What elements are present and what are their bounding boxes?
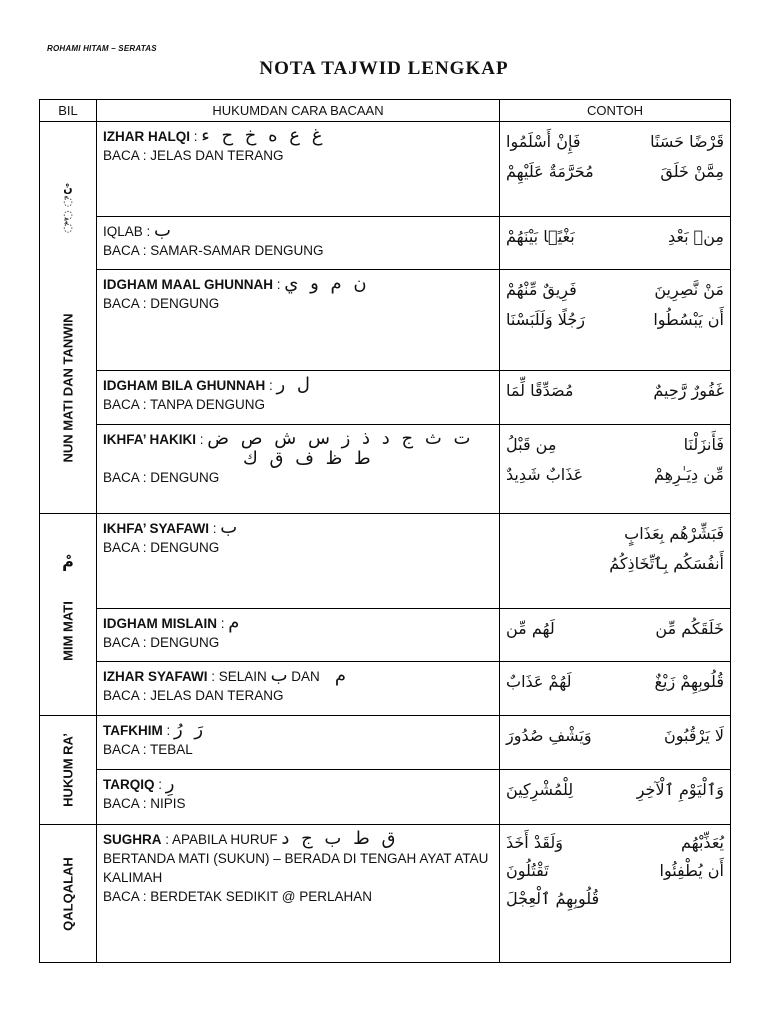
- sep: :: [162, 723, 175, 738]
- group-mim-mati: [40, 514, 97, 716]
- header-hukum: HUKUMDAN CARA BACAAN: [97, 100, 500, 122]
- hukum-cell: [97, 514, 500, 609]
- arabic-letters: ب: [270, 665, 288, 686]
- hukum-cell: [97, 825, 500, 963]
- example: لَهُمْ عَذَابٌ: [506, 672, 572, 691]
- example: فَرِيقٌ مِّنْهُمْ: [506, 280, 577, 299]
- arabic-letters: م: [228, 612, 240, 633]
- sep: :: [273, 277, 285, 292]
- arabic-letters: رَ رُ: [174, 719, 204, 740]
- arabic-letters: ق ط ب ج د: [281, 828, 396, 849]
- header-contoh: CONTOH: [500, 100, 731, 122]
- arabic-letters: ل ر: [276, 374, 311, 395]
- sep: :: [190, 129, 202, 144]
- plain-text: APABILA HURUF: [172, 832, 278, 847]
- plain-text: SELAIN: [218, 669, 267, 684]
- hukum-name: SUGHRA: [103, 832, 162, 847]
- contoh-cell: [500, 371, 731, 425]
- example: أَن يَبْسُطُوا: [653, 310, 724, 329]
- author-note: ROHAMI HITAM – SERATAS: [47, 44, 157, 53]
- example: قُلُوبِهِمُ ٱلْعِجْلَ: [506, 889, 600, 908]
- table-row: [40, 662, 731, 716]
- hukum-name: IDGHAM BILA GHUNNAH: [103, 378, 266, 393]
- example: فَإِنْ أَسْلَمُوا: [506, 132, 581, 151]
- arabic-letters: رِ: [165, 773, 175, 794]
- hukum-name: IQLAB: [103, 224, 143, 239]
- group-qalqalah: [40, 825, 97, 963]
- contoh-cell: [500, 716, 731, 770]
- example: فَأَنزَلْنَا: [683, 435, 724, 454]
- hukum-cell: [97, 425, 500, 514]
- group-symbol: مْ: [62, 552, 74, 571]
- arabic-letters: غ ع ه خ ح ء: [201, 125, 323, 146]
- hukum-name: IDGHAM MAAL GHUNNAH: [103, 277, 273, 292]
- table-row: [40, 514, 731, 609]
- group-label: NUN MATI DAN TANWIN: [60, 313, 76, 463]
- table-row: [40, 371, 731, 425]
- contoh-cell: [500, 609, 731, 662]
- example: وَٱلْيَوْمِ ٱلْآخِرِ: [636, 780, 724, 799]
- group-symbol: نْ ◌ً ◌ٍ ◌ٌ: [63, 182, 73, 234]
- arabic-letters: ب: [220, 517, 238, 538]
- example: لِلْمُشْرِكِينَ: [506, 780, 574, 799]
- baca-text: BACA : TEBAL: [103, 742, 193, 757]
- contoh-cell: [500, 825, 731, 963]
- contoh-cell: [500, 122, 731, 217]
- sep: :: [217, 616, 229, 631]
- arabic-letters: ب: [154, 220, 171, 241]
- sep: :: [265, 378, 277, 393]
- baca-text: BACA : TANPA DENGUNG: [103, 397, 266, 412]
- arabic-letters-line2: ط ظ ف ق ك: [243, 448, 371, 469]
- example: يُعَذِّبْهُم: [680, 833, 724, 852]
- baca-text: BACA : JELAS DAN TERANG: [103, 688, 284, 703]
- arabic-letters: ن م و ي: [284, 273, 367, 294]
- hukum-cell: [97, 662, 500, 716]
- example: مَنْ نَّصِرِينَ: [654, 280, 724, 299]
- example: مِّن دِيَـٰرِهِمْ: [653, 465, 724, 484]
- arabic-letters: م: [334, 665, 346, 686]
- hukum-name: IKHFA’ SYAFAWI: [103, 521, 210, 536]
- baca-text: BACA : NIPIS: [103, 796, 186, 811]
- contoh-cell: [500, 270, 731, 371]
- desc-text: BERTANDA MATI (SUKUN) – BERADA DI TENGAH AYAT ATAU KALIMAH: [103, 851, 489, 885]
- baca-text: BACA : DENGUNG: [103, 296, 220, 311]
- hukum-name: TAFKHIM: [103, 723, 163, 738]
- hukum-cell: [97, 609, 500, 662]
- group-label: HUKUM RA’: [60, 733, 76, 807]
- example: أَن يُطْفِئُوا: [659, 861, 724, 880]
- example: مِنۢ بَعْدِ: [667, 227, 724, 246]
- baca-text: BACA : DENGUNG: [103, 540, 220, 555]
- example: مِمَّنْ خَلَقَ: [660, 162, 724, 181]
- sep: :: [154, 777, 166, 792]
- example: قَرْضًا حَسَنًا: [650, 132, 724, 151]
- contoh-cell: [500, 217, 731, 270]
- hukum-cell: [97, 371, 500, 425]
- contoh-cell: [500, 662, 731, 716]
- table-row: [40, 425, 731, 514]
- hukum-name: IZHAR HALQI: [103, 129, 190, 144]
- table-row: [40, 122, 731, 217]
- hukum-cell: [97, 122, 500, 217]
- plain-text: DAN: [291, 669, 320, 684]
- hukum-name: IKHFA’ HAKIKI: [103, 432, 197, 447]
- hukum-cell: [97, 770, 500, 825]
- table-row: [40, 716, 731, 770]
- table-row: [40, 609, 731, 662]
- example: وَلَقَدْ أَخَذَ: [506, 833, 563, 852]
- example: غَفُورٌ رَّحِيمٌ: [653, 381, 724, 400]
- example: خَلَقَكُم مِّن: [655, 619, 724, 638]
- sep: :: [161, 832, 173, 847]
- baca-text: BACA : SAMAR-SAMAR DENGUNG: [103, 243, 324, 258]
- example: لَهُم مِّن: [506, 619, 555, 638]
- example: بَغْيًۢا بَيْنَهُمْ: [506, 227, 575, 246]
- table-row: [40, 770, 731, 825]
- example: فَبَشِّرْهُم بِعَذَابٍ: [624, 524, 724, 543]
- example: عَذَابٌ شَدِيدٌ: [506, 465, 584, 484]
- example: رَجُلًا وَلَلَبَسْنَا: [506, 310, 585, 329]
- example: مُصَدِّقًا لِّمَا: [506, 381, 574, 400]
- group-label: QALQALAH: [60, 856, 76, 931]
- example: مِن قَبْلُ: [506, 435, 557, 454]
- group-nun-mati: [40, 122, 97, 514]
- sep: :: [142, 224, 155, 239]
- baca-text: BACA : BERDETAK SEDIKIT @ PERLAHAN: [103, 889, 373, 904]
- contoh-cell: [500, 770, 731, 825]
- example: قُلُوبِهِمْ زَيْغٌ: [654, 672, 724, 691]
- baca-text: BACA : JELAS DAN TERANG: [103, 148, 284, 163]
- hukum-name: IDGHAM MISLAIN: [103, 616, 217, 631]
- contoh-cell: [500, 425, 731, 514]
- example: وَيَشْفِ صُدُورَ: [506, 726, 592, 745]
- table-row: [40, 270, 731, 371]
- sep: :: [209, 521, 221, 536]
- hukum-name: TARQIQ: [103, 777, 155, 792]
- table-row: [40, 217, 731, 270]
- hukum-name: IZHAR SYAFAWI: [103, 669, 208, 684]
- tajwid-table: [39, 99, 731, 963]
- header-bil: BIL: [40, 100, 97, 122]
- baca-text: BACA : DENGUNG: [103, 635, 220, 650]
- group-label: MIM MATI: [60, 600, 76, 661]
- example: مُحَرَّمَةٌ عَلَيْهِمْ: [506, 162, 594, 181]
- sep: :: [207, 669, 219, 684]
- table-row: [40, 825, 731, 963]
- page-title: NOTA TAJWID LENGKAP: [259, 58, 509, 79]
- example: أَنفُسَكُم بِٱتِّخَاذِكُمُ: [609, 554, 724, 573]
- hukum-cell: [97, 716, 500, 770]
- example: لَا يَرْقُبُونَ: [664, 726, 724, 745]
- hukum-cell: [97, 217, 500, 270]
- hukum-cell: [97, 270, 500, 371]
- group-hukum-ra: [40, 716, 97, 825]
- sep: :: [196, 432, 208, 447]
- header-row: [40, 100, 731, 122]
- arabic-letters: ت ث ج د ذ ز س ش ص ض: [207, 428, 471, 449]
- example: تَقْتُلُونَ: [506, 861, 549, 880]
- baca-text: BACA : DENGUNG: [103, 470, 220, 485]
- contoh-cell: [500, 514, 731, 609]
